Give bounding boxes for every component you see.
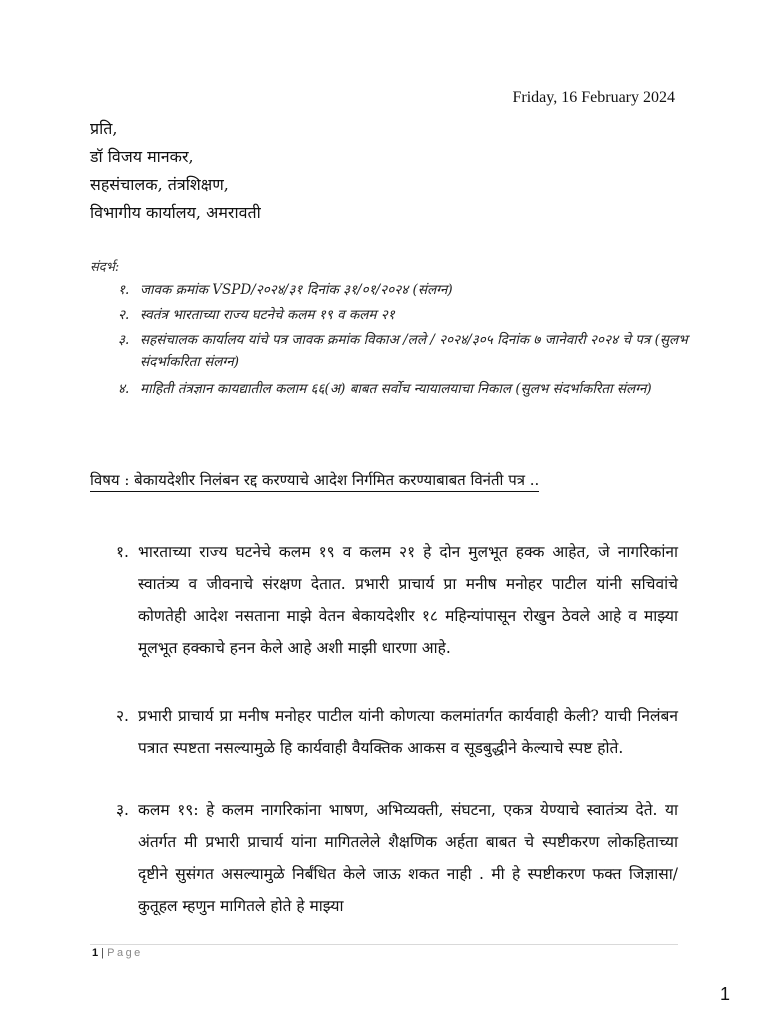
paragraph-text: भारताच्या राज्य घटनेचे कलम १९ व कलम २१ हे दोन मुलभूत हक्क आहेत, जे नागरिकांना स्वातंत्र्य व जीवनाचे संरक्षण देतात. प्रभारी प्राचार्य प्रा मनीष मनोहर पाटील यांनी सचिवांचे कोणतेही आदेश नसताना माझे वेतन बेकायदेशीर १८ महिन्यांपासून रोखुन ठेवले आहे व माझ्या मूलभूत हक्काचे हनन केले आहे अशी माझी धारणा आहे.: [138, 543, 678, 657]
address-office: विभागीय कार्यालय, अमरावती: [90, 203, 261, 222]
reference-text: सहसंचालक कार्यालय यांचे पत्र जावक क्रमांक विकाअ /लले / २०२४/३०५ दिनांक ७ जानेवारी २०२४ चे पत्र (सुलभ संदर्भाकरिता संलग्न): [140, 332, 688, 370]
letter-subject: विषय : बेकायदेशीर निलंबन रद्द करण्याचे आदेश निर्गमित करण्याबाबत विनंती पत्र ..: [90, 470, 539, 492]
reference-number: ४.: [118, 381, 130, 397]
paragraph-text: कलम १९: हे कलम नागरिकांना भाषण, अभिव्यक्ती, संघटना, एकत्र येण्याचे स्वातंत्र्य देते. या अंतर्गत मी प्रभारी प्राचार्य यांना मागितलेले शैक्षणिक अर्हता बाबत चे स्पष्टीकरण लोकहिताच्या दृष्टीने सुसंगत असल्यामुळे निर्बंधित केले जाऊ शकत नाही . मी हे स्पष्टीकरण फक्त जिज्ञासा/कुतूहल म्हणुन मागितले होते हे माझ्या: [138, 801, 678, 915]
paragraph-text: प्रभारी प्राचार्य प्रा मनीष मनोहर पाटील यांनी कोणत्या कलमांतर्गत कार्यवाही केली? याची निलंबन पत्रात स्पष्टता नसल्यामुळे हि कार्यवाही वैयक्तिक आकस व सूडबुद्धीने केल्याचे स्पष्ट होते.: [138, 707, 678, 757]
footer-divider: [90, 944, 678, 945]
footer-separator: |: [98, 947, 108, 959]
address-name: डॉ विजय मानकर,: [90, 147, 194, 166]
address-designation: सहसंचालक, तंत्रशिक्षण,: [90, 175, 229, 194]
reference-number: १.: [118, 282, 130, 298]
footer-page-number: 1: [92, 947, 99, 959]
corner-page-number: 1: [720, 984, 731, 1004]
reference-text: स्वतंत्र भारताच्या राज्य घटनेचे कलम १९ व कलम २१: [140, 307, 395, 323]
reference-number: २.: [118, 307, 130, 323]
footer-page-label: Page: [107, 947, 143, 959]
reference-text: जावक क्रमांक VSPD/२०२४/३१ दिनांक ३१/०१/२०२४ (संलग्न): [140, 282, 453, 298]
paragraph-number: १.: [116, 543, 129, 561]
paragraph-number: २.: [116, 707, 129, 725]
page-footer: [92, 947, 143, 959]
paragraph-number: ३.: [116, 801, 129, 819]
reference-text: माहिती तंत्रज्ञान कायद्यातील कलाम ६६(अ) बाबत सर्वोच न्यायालयाचा निकाल (सुलभ संदर्भाकरिता संलग्न): [140, 381, 652, 397]
reference-number: ३.: [118, 332, 130, 348]
address-prati: प्रति,: [90, 119, 118, 138]
references-heading: संदर्भ:: [90, 260, 120, 275]
letter-date: Friday, 16 February 2024: [512, 89, 675, 106]
